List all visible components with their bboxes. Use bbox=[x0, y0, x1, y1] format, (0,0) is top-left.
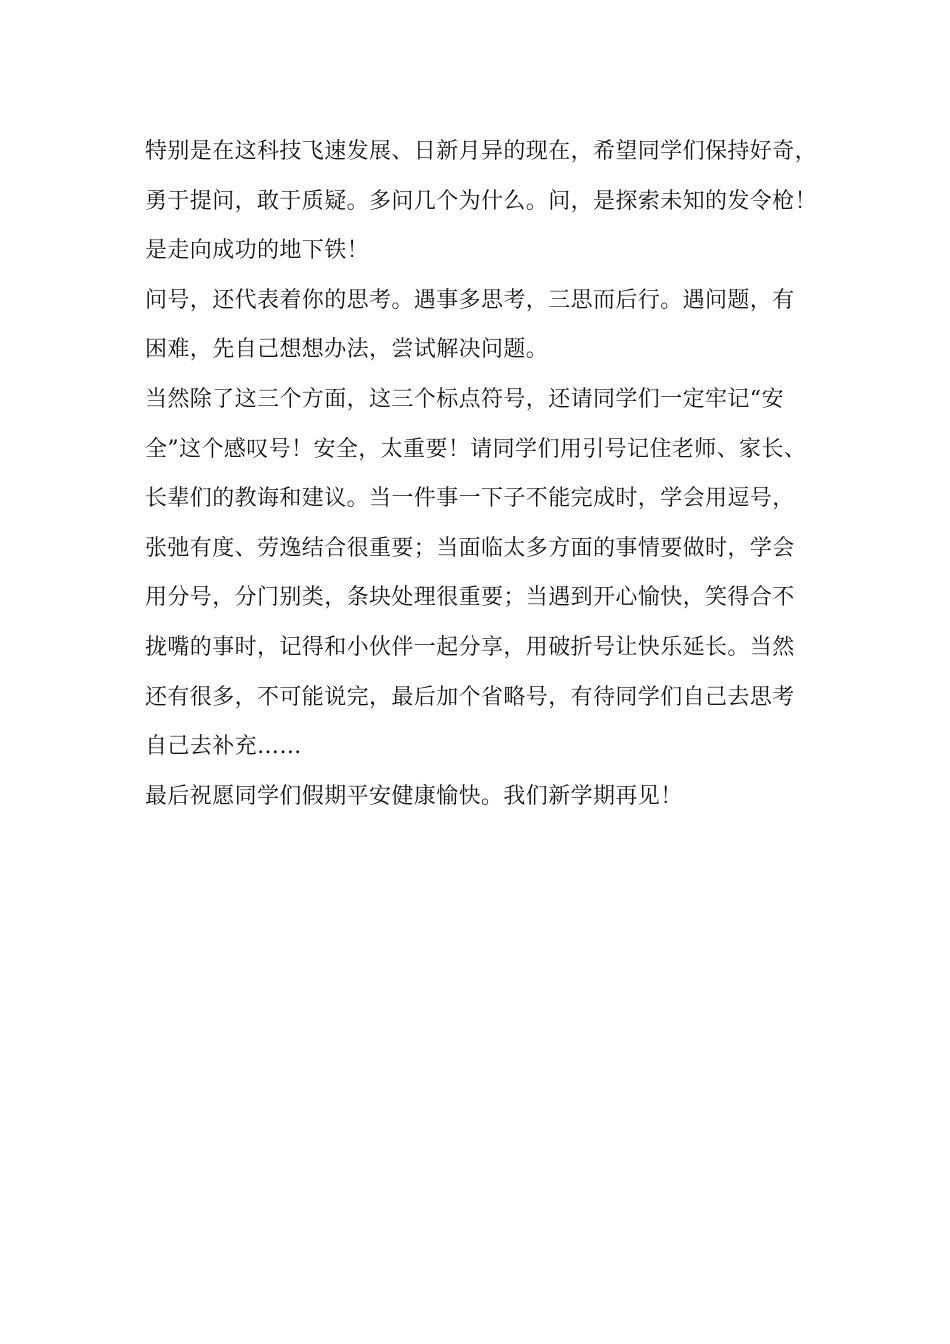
paragraph-thinking bbox=[145, 281, 845, 380]
paragraph-closing bbox=[145, 777, 845, 827]
paragraph-safety bbox=[145, 380, 845, 777]
text-line: 拢嘴的事时，记得和小伙伴一起分享，用破折号让快乐延长。当然 bbox=[145, 634, 795, 660]
text-line: 最后祝愿同学们假期平安健康愉快。我们新学期再见！ bbox=[145, 783, 683, 809]
text-line: 勇于提问，敢于质疑。多问几个为什么。问，是探索未知的发令枪！ bbox=[145, 188, 818, 214]
body-text bbox=[145, 132, 845, 826]
text-line: 问号，还代表着你的思考。遇事多思考，三思而后行。遇问题，有 bbox=[145, 287, 795, 313]
text-line: 困难，先自己想想办法，尝试解决问题。 bbox=[145, 337, 549, 363]
text-line: 是走向成功的地下铁！ bbox=[145, 238, 370, 264]
text-line: 张弛有度、劳逸结合很重要；当面临太多方面的事情要做时，学会 bbox=[145, 535, 795, 561]
text-line: 长辈们的教诲和建议。当一件事一下子不能完成时，学会用逗号， bbox=[145, 486, 795, 512]
text-line: 特别是在这科技飞速发展、日新月异的现在，希望同学们保持好奇， bbox=[145, 139, 818, 164]
text-line: 用分号，分门别类，条块处理很重要；当遇到开心愉快，笑得合不 bbox=[145, 585, 795, 611]
text-line: 当然除了这三个方面，这三个标点符号，还请同学们一定牢记“安 bbox=[145, 386, 784, 412]
text-line: 还有很多，不可能说完，最后加个省略号，有待同学们自己去思考 bbox=[145, 684, 795, 710]
text-line: 全”这个感叹号！安全，太重要！请同学们用引号记住老师、家长、 bbox=[145, 436, 807, 462]
paragraph-curiosity bbox=[145, 132, 845, 281]
text-line: 自己去补充…… bbox=[145, 734, 302, 760]
